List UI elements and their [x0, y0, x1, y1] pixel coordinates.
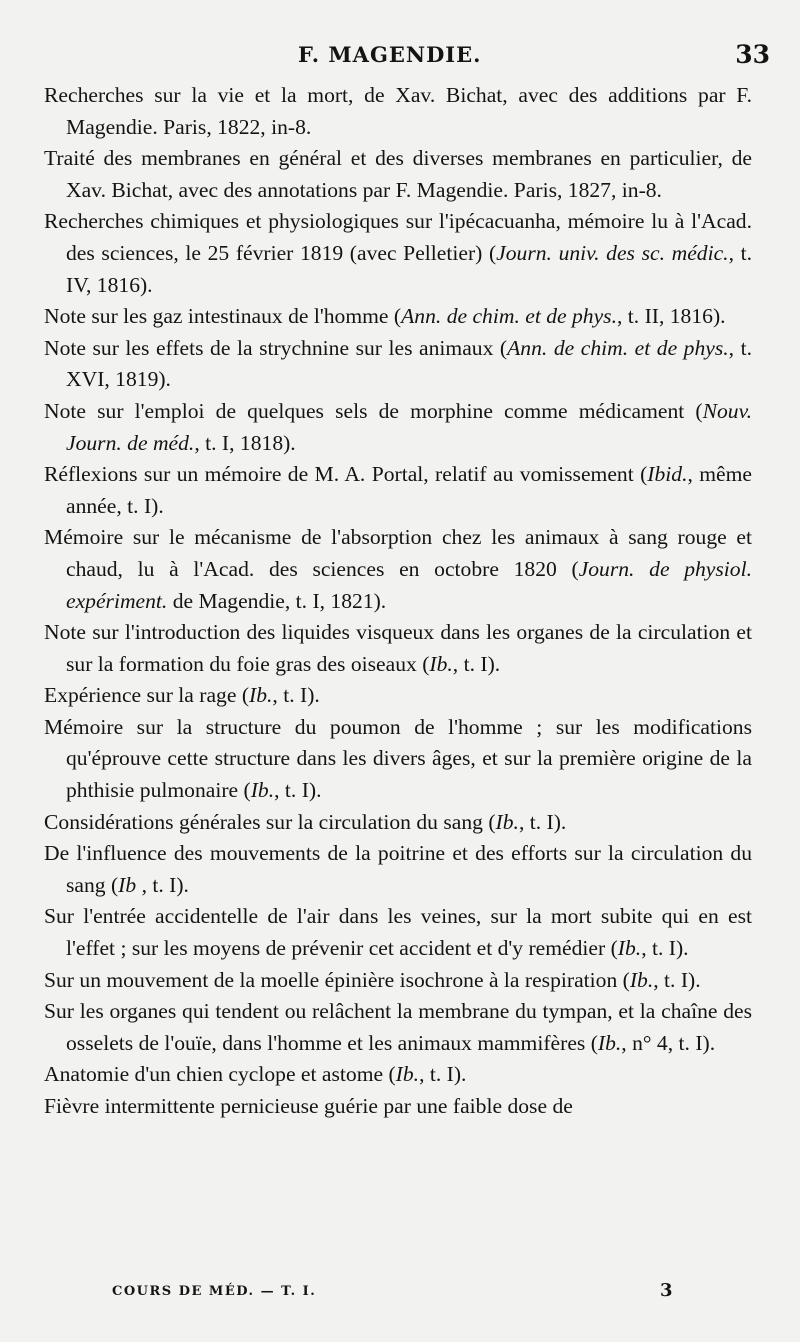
citation-source: Ib. [629, 967, 654, 992]
bibliography-entry [44, 996, 752, 1059]
entry-text: , t. II, 1816). [616, 304, 726, 329]
bibliography-entry [44, 333, 752, 396]
entry-text: , même année, t. I). [66, 462, 753, 518]
page-number: 33 [735, 40, 770, 69]
bibliography-entry [44, 838, 752, 901]
entry-text: , t. I). [518, 809, 567, 834]
entry-text: , t. I). [274, 778, 322, 803]
bibliography-entry [44, 459, 752, 522]
bibliography-list [44, 80, 752, 1123]
entry-text: , t. I). [641, 936, 689, 961]
bibliography-entry [44, 617, 752, 680]
entry-text: , t. I). [452, 651, 501, 676]
citation-source: Ann. de chim. et de phys. [401, 304, 617, 329]
page-header [0, 38, 800, 78]
entry-text: Sur un mouvement de la moelle épinière isochrone à la respiration ( [44, 967, 630, 992]
bibliography-entry [44, 1091, 752, 1123]
entry-text: Anatomie d'un chien cyclope et astome ( [44, 1062, 396, 1087]
bibliography-entry [44, 965, 752, 997]
bibliography-entry [44, 807, 752, 839]
entry-text: , t. I). [272, 683, 320, 708]
entry-text: Note sur l'introduction des liquides visqueux dans les organes de la circulation et sur la formation du foie gras des oiseaux ( [44, 620, 752, 676]
entry-text: Sur l'entrée accidentelle de l'air dans les veines, sur la mort subite qui en est l'effet ; sur les moyens de prévenir cet accident et d'y remédier ( [44, 904, 752, 961]
bibliography-entry [44, 301, 752, 333]
citation-source: Ibid. [647, 462, 688, 487]
entry-text: Note sur l'emploi de quelques sels de morphine comme médicament ( [44, 398, 703, 423]
entry-text: Mémoire sur le mécanisme de l'absorption chez les animaux à sang rouge et chaud, lu à l'Acad. des sciences en octobre 1820 ( [44, 525, 752, 581]
page-footer [0, 1278, 800, 1308]
citation-source: Ib. [250, 778, 275, 803]
bibliography-entry [44, 712, 752, 807]
citation-source: Ib. [249, 683, 273, 708]
entry-text: Note sur les effets de la strychnine sur les animaux ( [44, 335, 508, 360]
entry-text: de Magendie, t. I, 1821). [167, 588, 387, 613]
entry-text: , t. I, 1818). [194, 430, 296, 455]
sheet-number: 3 [660, 1280, 673, 1301]
entry-text: Sur les organes qui tendent ou relâchent la membrane du tympan, et la chaîne des osselets de l'ouïe, dans l'homme et les animaux mammifères ( [44, 999, 752, 1055]
entry-text: De l'influence des mouvements de la poitrine et des efforts sur la circulation du sang ( [44, 841, 752, 897]
citation-source: Ib. [395, 1062, 420, 1087]
entry-text: , t. I). [419, 1062, 467, 1087]
citation-source: Journ. de physiol. expériment. [66, 556, 752, 613]
bibliography-entry [44, 901, 752, 964]
entry-text: , t. XVI, 1819). [66, 335, 753, 392]
citation-source: Ib. [597, 1030, 622, 1055]
citation-source: Ib. [429, 651, 453, 676]
entry-text: Traité des membranes en général et des diverses membranes en particulier, de Xav. Bichat, avec des annotations par F. Magendie. Paris, 1827, in-8. [44, 146, 752, 202]
citation-source: Ib [118, 872, 137, 897]
citation-source: Journ. univ. des sc. médic. [496, 240, 729, 265]
entry-text: , t. I). [136, 872, 189, 897]
bibliography-entry [44, 143, 752, 206]
entry-text: Considérations générales sur la circulation du sang ( [44, 809, 496, 834]
bibliography-entry [44, 680, 752, 712]
bibliography-entry [44, 522, 752, 617]
citation-source: Ann. de chim. et de phys. [507, 335, 729, 360]
bibliography-entry [44, 206, 752, 301]
entry-text: , n° 4, t. I). [621, 1030, 716, 1055]
bibliography-entry [44, 396, 752, 459]
entry-text: Recherches chimiques et physiologiques sur l'ipécacuanha, mémoire lu à l'Acad. des sciences, le 25 février 1819 (avec Pelletier) ( [44, 209, 752, 265]
bibliography-entry [44, 1059, 752, 1091]
entry-text: Mémoire sur la structure du poumon de l'homme ; sur les modifications qu'éprouve cette structure dans les divers âges, et sur la première origine de la phthisie pulmonaire ( [44, 714, 752, 803]
entry-text: Fièvre intermittente pernicieuse guérie par une faible dose de [44, 1094, 573, 1118]
citation-source: Ib. [617, 936, 642, 961]
bibliography-entry [44, 80, 752, 143]
entry-text: , t. IV, 1816). [66, 240, 752, 297]
entry-text: Réflexions sur un mémoire de M. A. Portal, relatif au vomissement ( [44, 462, 648, 487]
running-head: F. MAGENDIE. [298, 42, 482, 67]
citation-source: Nouv. Journ. de méd. [66, 398, 752, 455]
citation-source: Ib. [495, 809, 519, 834]
printer-signature: COURS DE MÉD. — T. I. [112, 1284, 317, 1299]
entry-text: Note sur les gaz intestinaux de l'homme ( [44, 304, 402, 329]
entry-text: , t. I). [653, 967, 701, 992]
entry-text: Recherches sur la vie et la mort, de Xav. Bichat, avec des additions par F. Magendie. Paris, 1822, in-8. [44, 83, 752, 139]
entry-text: Expérience sur la rage ( [44, 683, 250, 708]
